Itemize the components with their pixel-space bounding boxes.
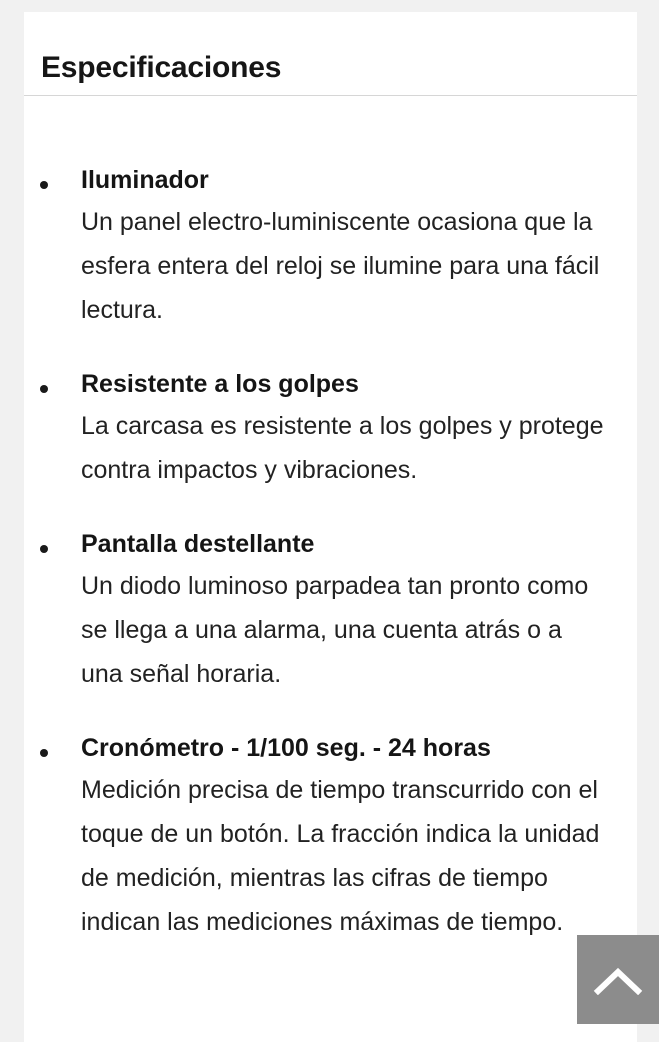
spec-title: Pantalla destellante bbox=[81, 530, 315, 558]
spec-title: Cronómetro - 1/100 seg. - 24 horas bbox=[81, 734, 491, 762]
bullet-icon bbox=[40, 545, 48, 553]
spec-title: Iluminador bbox=[81, 166, 209, 194]
section-title: Especificaciones bbox=[41, 51, 282, 84]
spec-item-iluminador bbox=[24, 160, 637, 332]
spec-item-pantalla-destellante bbox=[24, 524, 637, 696]
spec-description: Un diodo luminoso parpadea tan pronto como se llega a una alarma, una cuenta atrás o a una señal horaria. bbox=[81, 572, 589, 688]
spec-item-cronometro bbox=[24, 728, 637, 944]
spec-description: Medición precisa de tiempo transcurrido con el toque de un botón. La fracción indica la unidad de medición, mientras las cifras de tiempo indican las mediciones máximas de tiempo. bbox=[81, 776, 600, 936]
spec-item-resistente-golpes bbox=[24, 364, 637, 492]
scroll-to-top-button[interactable] bbox=[577, 935, 659, 1024]
spec-description: Un panel electro-luminiscente ocasiona que la esfera entera del reloj se ilumine para una fácil lectura. bbox=[81, 208, 600, 324]
bullet-icon bbox=[40, 749, 48, 757]
bullet-icon bbox=[40, 181, 48, 189]
card-header bbox=[24, 12, 637, 96]
specifications-card bbox=[24, 12, 637, 1042]
spec-description: La carcasa es resistente a los golpes y protege contra impactos y vibraciones. bbox=[81, 412, 604, 484]
spec-list bbox=[24, 160, 637, 976]
chevron-up-icon bbox=[593, 965, 643, 995]
spec-title: Resistente a los golpes bbox=[81, 370, 359, 398]
bullet-icon bbox=[40, 385, 48, 393]
